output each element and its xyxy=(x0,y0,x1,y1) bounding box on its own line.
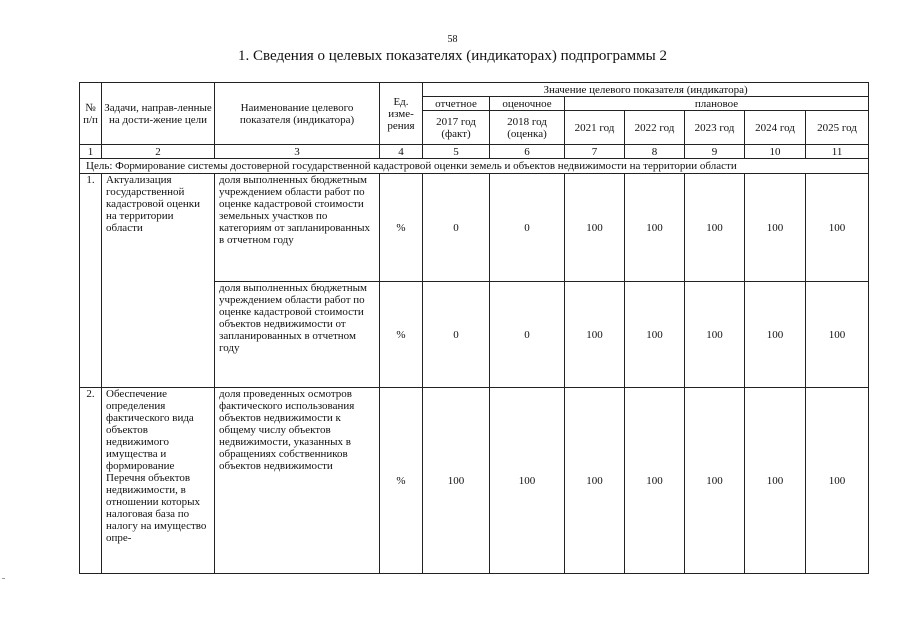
header-indicator: Наименование целевого показателя (индикатора) xyxy=(215,83,380,145)
section-title: 1. Сведения о целевых показателях (индикаторах) подпрограммы 2 xyxy=(238,48,667,64)
header-planned: плановое xyxy=(565,97,869,111)
value-cell: 100 xyxy=(745,282,806,388)
header-year-2017: 2017 год (факт) xyxy=(423,111,490,145)
header-row-1 xyxy=(80,83,869,97)
value-cell: 100 xyxy=(423,388,490,574)
value-cell: 0 xyxy=(423,174,490,282)
page-number: 58 xyxy=(447,34,458,45)
goal-row xyxy=(80,159,869,174)
value-cell: 0 xyxy=(423,282,490,388)
table-row xyxy=(80,174,869,282)
header-year-2025: 2025 год xyxy=(806,111,869,145)
row-number: 1. xyxy=(80,174,102,388)
header-estimated: оценочное xyxy=(490,97,565,111)
header-year-2023: 2023 год xyxy=(685,111,745,145)
indicator-cell: доля проведенных осмотров фактического использования объектов недвижимости к общему числу объектов недвижимости, указанных в обращениях собственников объектов недвижимости xyxy=(215,388,380,574)
value-cell: 100 xyxy=(745,174,806,282)
row-number: 2. xyxy=(80,388,102,574)
table-row xyxy=(80,388,869,574)
column-number: 3 xyxy=(215,145,380,159)
value-cell: 100 xyxy=(565,282,625,388)
value-cell: 100 xyxy=(685,388,745,574)
column-number: 9 xyxy=(685,145,745,159)
task-cell: Обеспечение определения фактического вида объектов недвижимого имущества и формирование Перечня объектов недвижимости, в отношении которых налоговая база по налогу на имущество опре- xyxy=(102,388,215,574)
task-cell: Актуализация государственной кадастровой оценки на территории области xyxy=(102,174,215,388)
header-year-2021: 2021 год xyxy=(565,111,625,145)
unit-cell: % xyxy=(380,282,423,388)
value-cell: 100 xyxy=(625,282,685,388)
value-cell: 100 xyxy=(806,282,869,388)
value-cell: 100 xyxy=(806,174,869,282)
column-number: 8 xyxy=(625,145,685,159)
column-number: 5 xyxy=(423,145,490,159)
value-cell: 100 xyxy=(565,388,625,574)
value-cell: 100 xyxy=(625,174,685,282)
column-number: 2 xyxy=(102,145,215,159)
unit-cell: % xyxy=(380,174,423,282)
value-cell: 100 xyxy=(565,174,625,282)
column-number: 1 xyxy=(80,145,102,159)
value-cell: 100 xyxy=(625,388,685,574)
header-reporting: отчетное xyxy=(423,97,490,111)
indicator-cell: доля выполненных бюджетным учреждением области работ по оценке кадастровой стоимости земельных участков по категориям от запланированных в отчетном году xyxy=(215,174,380,282)
header-year-2024: 2024 год xyxy=(745,111,806,145)
value-cell: 100 xyxy=(685,282,745,388)
indicators-table xyxy=(79,82,869,574)
column-number: 11 xyxy=(806,145,869,159)
column-number: 4 xyxy=(380,145,423,159)
header-unit: Ед. изме-рения xyxy=(380,83,423,145)
header-value-group: Значение целевого показателя (индикатора) xyxy=(423,83,869,97)
goal-text: Цель: Формирование системы достоверной государственной кадастровой оценки земель и объектов недвижимости на территории области xyxy=(80,159,869,174)
header-year-2018: 2018 год (оценка) xyxy=(490,111,565,145)
column-number: 6 xyxy=(490,145,565,159)
scan-mark xyxy=(2,578,5,579)
indicator-cell: доля выполненных бюджетным учреждением области работ по оценке кадастровой стоимости объектов недвижимости от запланированных в отчетном году xyxy=(215,282,380,388)
value-cell: 100 xyxy=(490,388,565,574)
value-cell: 0 xyxy=(490,174,565,282)
value-cell: 100 xyxy=(745,388,806,574)
column-number: 7 xyxy=(565,145,625,159)
column-number-row xyxy=(80,145,869,159)
value-cell: 0 xyxy=(490,282,565,388)
header-num: № п/п xyxy=(80,83,102,145)
header-year-2022: 2022 год xyxy=(625,111,685,145)
header-tasks: Задачи, направ-ленные на дости-жение цели xyxy=(102,83,215,145)
column-number: 10 xyxy=(745,145,806,159)
value-cell: 100 xyxy=(806,388,869,574)
value-cell: 100 xyxy=(685,174,745,282)
unit-cell: % xyxy=(380,388,423,574)
